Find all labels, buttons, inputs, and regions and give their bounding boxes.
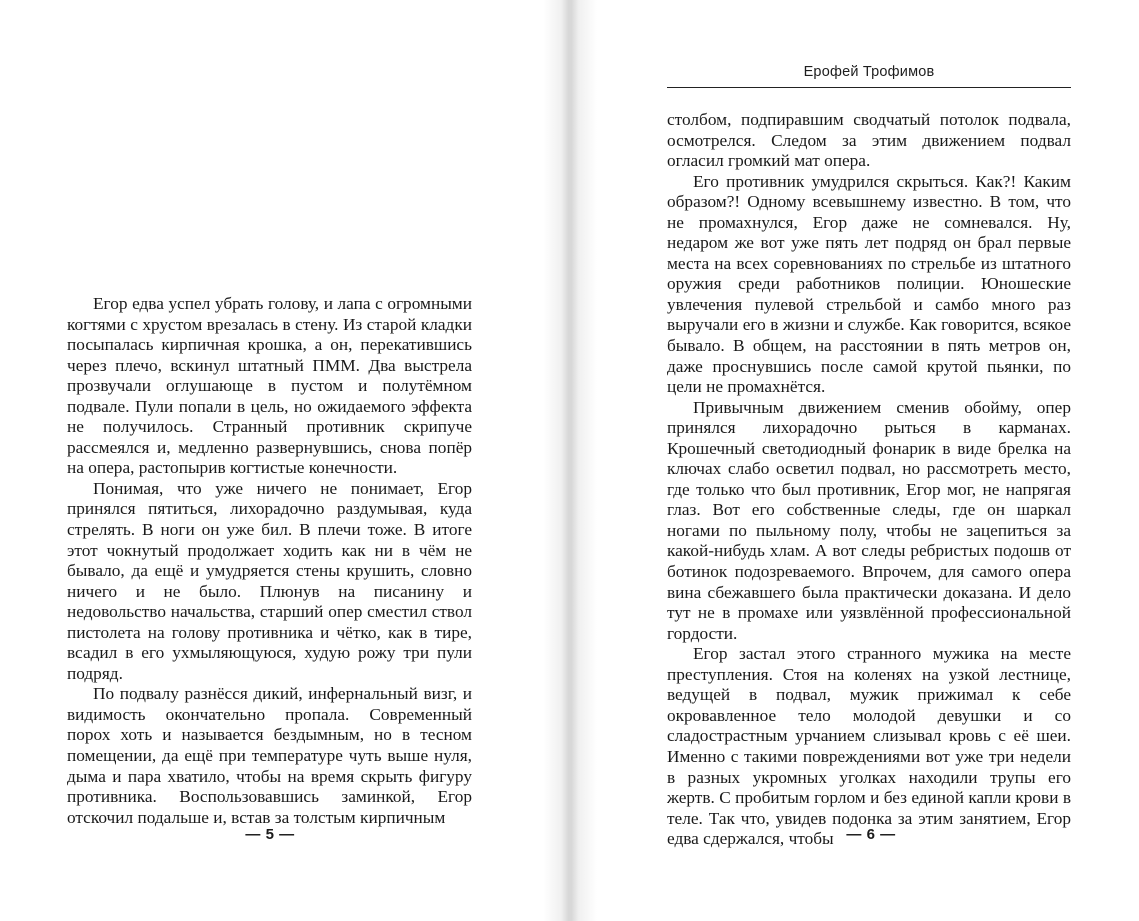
paragraph: Привычным движением сменив обойму, опер принялся лихорадочно рыться в карманах. Крошечный светодиодный фонарик в виде брелка на ключах слабо осветил подвал, но рассмотреть место, где только что был противник, Егор мог, не напрягая глаз. Вот его собственные следы, где он шаркал ногами по пыльному полу, чтобы не зацепиться за какой-нибудь хлам. А вот следы ребристых подошв от ботинок подозреваемого. Впрочем, для самого опера вина сбежавшего была практически доказана. И дело тут не в промахе или уязвлённой профессиональной гордости. xyxy=(667,397,1071,643)
paragraph: Егор едва успел убрать голову, и лапа с огромными когтями с хрустом врезалась в стену. Из старой кладки посыпалась кирпичная крошка, а он, перекатившись через плечо, вскинул штатный ПММ. Два выстрела прозвучали оглушающе в пустом и полутёмном подвале. Пули попали в цель, но ожидаемого эффекта не получилось. Странный противник скрипуче рассмеялся и, медленно развернувшись, снова попёр на опера, растопырив когтистые конечности. xyxy=(67,294,472,478)
paragraph: Его противник умудрился скрыться. Как?! Каким образом?! Одному всевышнему известно. В том, что не промахнулся, Егор даже не сомневался. Ну, недаром же вот уже пять лет подряд он брал первые места на всех соревнованиях по стрельбе из штатного оружия среди работников полиции. Юношеские увлечения пулевой стрельбой и самбо много раз выручали его в жизни и службе. Как говорится, всякое бывало. В общем, на расстоянии в пять метров он, даже проснувшись после самой крутой пьянки, по цели не промахнётся. xyxy=(667,171,1071,397)
page-number: — 6 — xyxy=(846,826,896,843)
right-page-text xyxy=(667,110,1071,850)
left-page xyxy=(0,0,569,921)
page-number: — 5 — xyxy=(245,826,295,843)
header-rule xyxy=(667,87,1071,88)
right-page xyxy=(571,0,1139,921)
paragraph: Егор застал этого странного мужика на месте преступления. Стоя на коленях на узкой лестнице, ведущей в подвал, мужик прижимал к себе окровавленное тело молодой девушки и со сладострастным урчанием слизывал кровь с её шеи. Именно с такими повреждениями вот уже три недели в разных укромных уголках находили трупы его жертв. С пробитым горлом и без единой капли крови в теле. Так что, увидев подонка за этим занятием, Егор едва сдержался, чтобы xyxy=(667,644,1071,849)
gutter-shadow xyxy=(571,0,597,921)
left-page-text xyxy=(67,294,472,828)
paragraph: Понимая, что уже ничего не понимает, Егор принялся пятиться, лихорадочно раздумывая, куда стрелять. В ноги он уже бил. В плечи тоже. В итоге этот чокнутый продолжает ходить как ни в чём не бывало, да ещё и умудряется стены крушить, словно ничего и не было. Плюнув на писанину и недовольство начальства, старший опер сместил ствол пистолета на голову противника и чётко, как в тире, всадил в его ухмыляющуюся, худую рожу три пули подряд. xyxy=(67,478,472,683)
running-head-author: Ерофей Трофимов xyxy=(803,64,935,80)
paragraph: По подвалу разнёсся дикий, инфернальный визг, и видимость окончательно пропала. Современный порох хоть и называется бездымным, но в тесном помещении, да ещё при температуре чуть выше нуля, дыма и пара хватило, чтобы на время скрыть фигуру противника. Воспользовавшись заминкой, Егор отскочил подальше и, встав за толстым кирпичным xyxy=(67,684,472,827)
gutter-shadow xyxy=(543,0,569,921)
paragraph-continuation: столбом, подпиравшим сводчатый потолок подвала, осмотрелся. Следом за этим движением подвал огласил громкий мат опера. xyxy=(667,110,1071,171)
